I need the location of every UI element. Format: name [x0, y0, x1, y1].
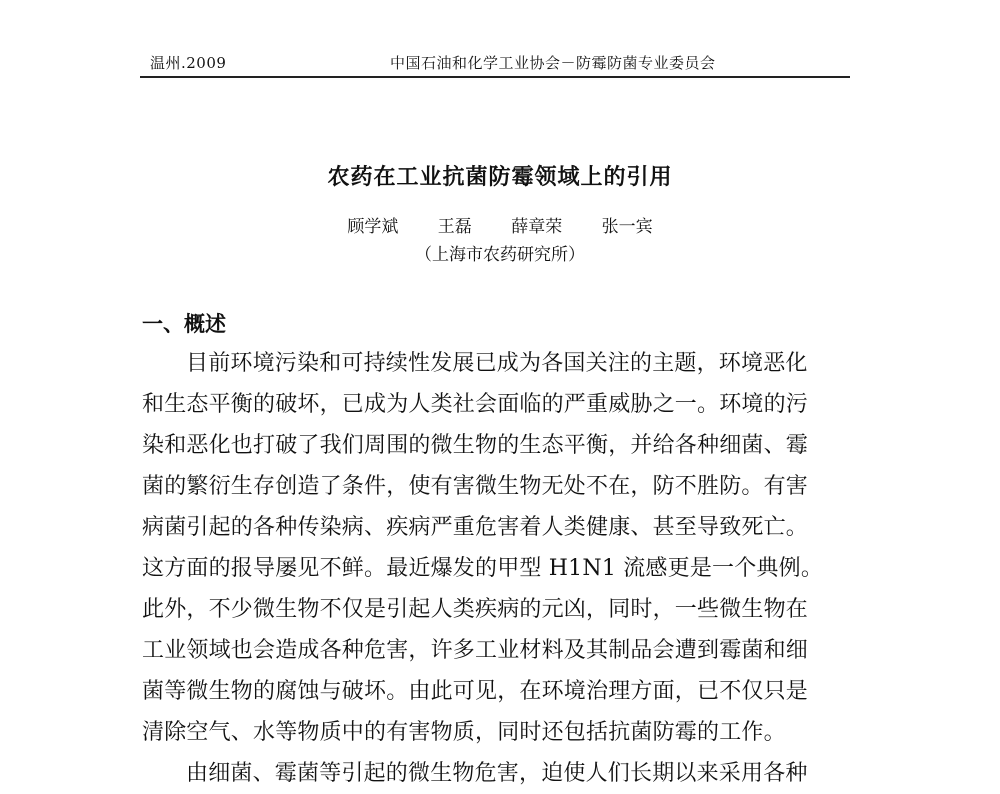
body-text [142, 343, 852, 794]
paragraph-line: 染和恶化也打破了我们周围的微生物的生态平衡，并给各种细菌、霉 [142, 433, 809, 458]
affiliation: （上海市农药研究所） [415, 245, 585, 265]
author-name: 顾学斌 [347, 217, 399, 237]
paragraph-line: 清除空气、水等物质中的有害物质，同时还包括抗菌防霉的工作。 [142, 720, 786, 745]
paragraph-line: 此外，不少微生物不仅是引起人类疾病的元凶，同时，一些微生物在 [142, 597, 809, 622]
author-name: 王磊 [437, 217, 472, 237]
paper-title: 农药在工业抗菌防霉领域上的引用 [327, 164, 673, 190]
paragraph-line: 由细菌、霉菌等引起的微生物危害，迫使人们长期以来采用各种 [186, 761, 808, 786]
paragraph-line: 菌等微生物的腐蚀与破坏。由此可见，在环境治理方面，已不仅只是 [142, 679, 809, 704]
author-list [0, 212, 1000, 237]
author-name: 张一宾 [601, 217, 653, 237]
paragraph-line: 和生态平衡的破坏，已成为人类社会面临的严重威胁之一。环境的污 [142, 392, 809, 417]
paragraph-line: 工业领域也会造成各种危害，许多工业材料及其制品会遭到霉菌和细 [142, 638, 809, 663]
section-heading: 一、概述 [142, 311, 226, 336]
paragraph-line: 这方面的报导屡见不鲜。最近爆发的甲型 H1N1 流感更是一个典例。 [142, 556, 824, 581]
paragraph-line: 菌的繁衍生存创造了条件，使有害微生物无处不在，防不胜防。有害 [142, 474, 809, 499]
running-header-left: 温州.2009 [150, 54, 227, 72]
running-header-right: 中国石油和化学工业协会－防霉防菌专业委员会 [390, 54, 716, 72]
paragraph-line: 病菌引起的各种传染病、疾病严重危害着人类健康、甚至导致死亡。 [142, 515, 809, 540]
header-rule [140, 76, 850, 78]
author-name: 薛章荣 [511, 217, 563, 237]
paragraph-line: 目前环境污染和可持续性发展已成为各国关注的主题，环境恶化 [186, 351, 808, 376]
